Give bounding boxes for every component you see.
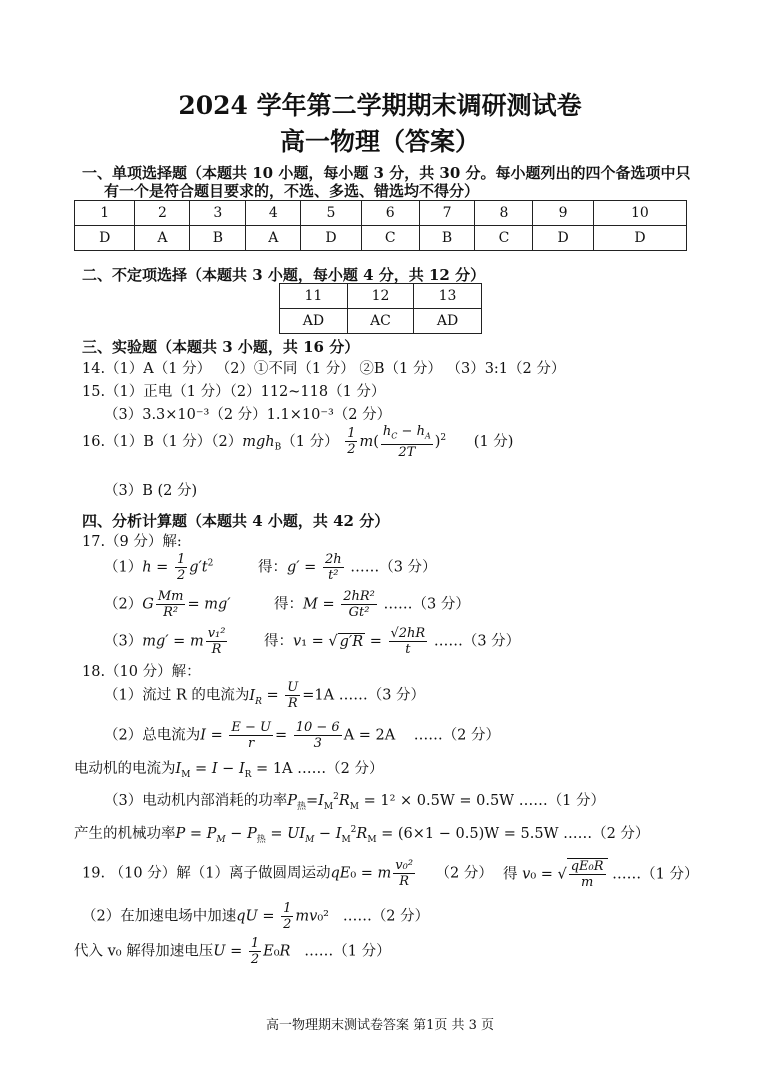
q18-part3-text: （3）电动机内部消耗的功率 <box>104 793 288 809</box>
table-cell: AD <box>280 309 348 334</box>
table-cell: D <box>301 226 361 251</box>
exam-title: 2024 学年第二学期期末调研测试卷 <box>178 91 582 120</box>
table-cell: 5 <box>301 201 361 226</box>
q18-heading: 18.（10 分）解： <box>82 664 201 680</box>
table-cell: D <box>75 226 135 251</box>
table-cell: AD <box>414 309 482 334</box>
q15-answer-a: 15.（1）正电（1 分）（2）112~118（1 分） <box>82 384 386 400</box>
q17-part2: （2）G $\frac{Mm}{\text{R²}}$ = mg′ <box>104 589 231 620</box>
score: ……（2 分） <box>413 727 501 744</box>
q17-part2-result: 得：M = $\frac{\text{2hR²}}{\text{Gt²}}$ ……（3 分） <box>274 589 470 620</box>
table-cell: 1 <box>75 201 135 226</box>
get-label: 得 <box>503 866 518 883</box>
table-row <box>75 226 687 251</box>
table-cell: 9 <box>533 201 593 226</box>
get-label: 得： <box>264 633 293 650</box>
score: ……（3 分） <box>433 633 521 650</box>
table-cell: C <box>475 226 533 251</box>
table-cell: 8 <box>475 201 533 226</box>
single-choice-table <box>74 200 687 251</box>
q19-part1-result: 得 v₀ = √ $\frac{\text{qE₀R}}{m}$ ……（1 分） <box>503 859 699 890</box>
q18-part1: （1）流过 R 的电流为$I_R$ = $\frac{U}{R}$ =1A ……（3 分） <box>104 680 426 711</box>
table-row <box>280 284 482 309</box>
table-cell: D <box>593 226 686 251</box>
table-cell: A <box>135 226 190 251</box>
table-row <box>75 201 687 226</box>
section1-heading-line2: 有一个是符合题目要求的，不选、多选、错选均不得分） <box>104 182 480 200</box>
table-cell: C <box>361 226 419 251</box>
table-cell: 11 <box>280 284 348 309</box>
q16-suffix: (1 分) <box>473 433 514 450</box>
q16-answer-a: 16.（1）B（1 分）（2）mgh$_B$（1 分） $\frac{1}{2}$ m( $\frac{h_C - h_A}{2T}$ )$^2$ (1 分) <box>82 424 514 460</box>
q17-part3-result: 得：v₁ = √ g′R = $\frac{√2hR}{t}$ ……（3 分） <box>264 626 521 657</box>
q15-answer-b: （3）3.3×10⁻³（2 分）1.1×10⁻³（2 分） <box>104 407 392 423</box>
section1-heading-line1: 一、单项选择题（本题共 10 小题，每小题 3 分，共 30 分。每小题列出的四个备选项中只 <box>82 164 691 182</box>
q17-part3: （3）mg′ = m $\frac{\text{v₁²}}{R}$ <box>104 626 226 657</box>
table-cell: A <box>246 226 301 251</box>
table-cell: 3 <box>190 201 246 226</box>
score: ……（3 分） <box>350 559 437 576</box>
table-cell: AC <box>347 309 413 334</box>
score: ……（1 分） <box>304 943 391 960</box>
q17-part1: （1）h = $\frac{1}{2}$ $g't^2$ <box>104 552 214 583</box>
table-cell: 2 <box>135 201 190 226</box>
q18-motor-current: 电动机的电流为$I_M = I - I_R = 1A$ ……（2 分） <box>74 761 384 780</box>
table-cell: 4 <box>246 201 301 226</box>
score: ……（3 分） <box>338 687 426 704</box>
q14-answer: 14.（1）A（1 分） （2）①不同（1 分） ②B（1 分） （3）3:1（2 分） <box>82 361 566 377</box>
get-label: 得： <box>258 559 287 576</box>
score: ……（1 分） <box>612 866 699 883</box>
section2-heading: 二、不定项选择（本题共 3 小题，每小题 4 分，共 12 分） <box>82 266 486 284</box>
section3-heading: 三、实验题（本题共 3 小题，共 16 分） <box>82 338 360 356</box>
section4-heading: 四、分析计算题（本题共 4 小题，共 42 分） <box>82 512 390 530</box>
q16-prefix: 16.（1）B（1 分）（2） <box>82 433 243 450</box>
score: ……（2 分） <box>297 761 384 777</box>
table-cell: 12 <box>347 284 413 309</box>
table-row <box>280 309 482 334</box>
table-cell: 7 <box>419 201 475 226</box>
multi-choice-table <box>279 283 482 334</box>
q16-answer-b: （3）B (2 分) <box>104 483 198 499</box>
q19-part2-text: （2）在加速电场中加速 <box>82 908 237 925</box>
table-cell: B <box>190 226 246 251</box>
q19-part3-text: 代入 v₀ 解得加速电压 <box>74 943 214 960</box>
table-cell: 13 <box>414 284 482 309</box>
score: ……（2 分） <box>563 826 650 842</box>
score: ……（1 分） <box>518 793 606 809</box>
table-cell: 10 <box>593 201 686 226</box>
q18-part3: （3）电动机内部消耗的功率$P_热=I_M^2R_M = 1^2 \times 0.5W = 0.5W$ ……（1 分） <box>104 792 606 812</box>
table-cell: B <box>419 226 475 251</box>
q19-text: 19. （10 分）解（1）离子做圆周运动 <box>82 865 331 882</box>
q19-part2: （2）在加速电场中加速qU = $\frac{1}{2}$ mv₀² ……（2 分） <box>82 901 430 932</box>
score: ……（2 分） <box>342 908 430 925</box>
exam-subtitle: 高一物理（答案） <box>279 127 480 156</box>
score: ……（3 分） <box>383 596 470 613</box>
page-footer: 高一物理期末测试卷答案 第1页 共 3 页 <box>265 1018 495 1033</box>
q17-part1-result: 得：g′ = $\frac{2h}{\text{t²}}$ ……（3 分） <box>258 552 437 583</box>
q19-part3: 代入 v₀ 解得加速电压U = $\frac{1}{2}$ E₀R ……（1 分） <box>74 936 391 967</box>
q18-motor-text: 电动机的电流为 <box>74 761 176 777</box>
q18-part4: 产生的机械功率$P = P_M - P_热 = UI_M - I_M^2R_M = (6\times 1 - 0.5)W = 5.5W$ ……（2 分） <box>74 825 650 845</box>
table-cell: D <box>533 226 593 251</box>
q17-heading: 17.（9 分）解: <box>82 534 182 550</box>
q16-mid: （1 分） <box>281 433 339 450</box>
table-cell: 6 <box>361 201 419 226</box>
q19-part1: 19. （10 分）解（1）离子做圆周运动qE₀ = m $\frac{\text{v₀²}}{R}$ （2 分） <box>82 858 493 889</box>
score: （2 分） <box>435 865 493 882</box>
get-label: 得： <box>274 596 303 613</box>
q18-part2-text: （2）总电流为 <box>104 727 201 744</box>
q18-part2: （2）总电流为I = $\frac{E - U}{r}$ = $\frac{10 - 6}{3}$ A = 2A ……（2 分） <box>104 720 501 751</box>
q18-part1-text: （1）流过 R 的电流为 <box>104 687 250 704</box>
q18-part4-text: 产生的机械功率 <box>74 826 176 842</box>
